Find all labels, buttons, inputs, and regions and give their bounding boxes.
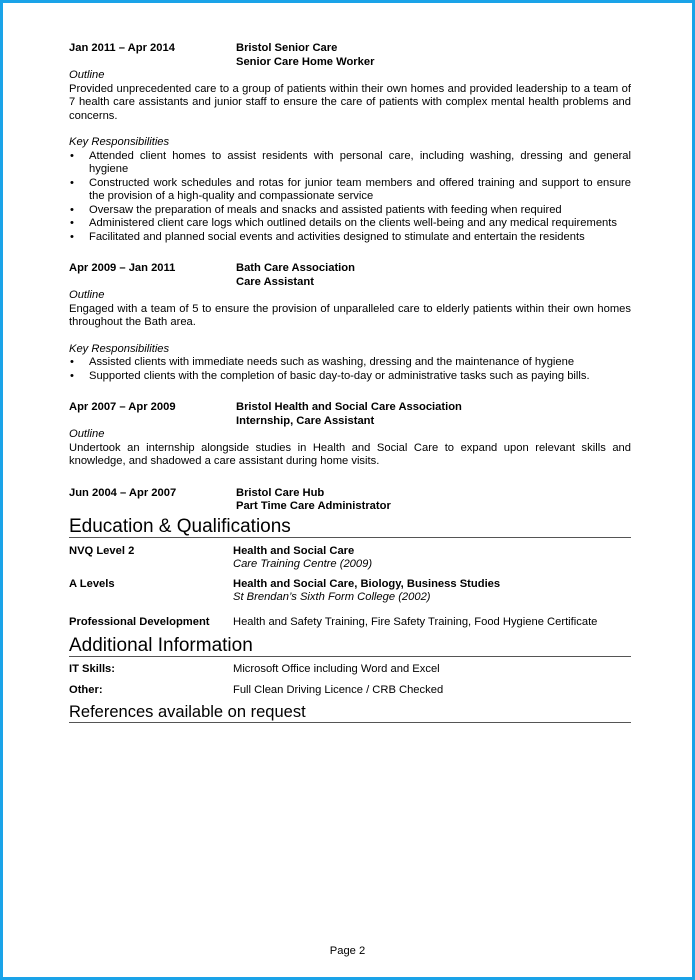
qualification-level: NVQ Level 2: [69, 544, 135, 557]
job-dates: Apr 2007 – Apr 2009: [69, 401, 176, 413]
qualification-detail: [233, 545, 372, 572]
job-header: [69, 487, 631, 514]
job-employer-title: [236, 262, 355, 289]
education-row: [69, 578, 631, 605]
info-value: Full Clean Driving Licence / CRB Checked: [233, 683, 444, 696]
education-row: [69, 616, 631, 630]
qualification-level: Professional Development: [69, 615, 210, 628]
additional-info-heading: Additional Information: [69, 635, 631, 657]
job-header: [69, 262, 631, 289]
info-label: IT Skills:: [69, 663, 116, 675]
info-row: [69, 684, 631, 698]
job-outline: Provided unprecedented care to a group of patients within their own homes and provided leadership to a team of 7 health care assistants and junior staff to ensure the care of patients with complex mental health problems and concerns.: [69, 82, 631, 122]
outline-label: Outline: [69, 69, 105, 81]
info-value: Microsoft Office including Word and Excel: [233, 663, 440, 675]
qualification-subject: Health and Social Care, Biology, Business Studies: [233, 577, 501, 590]
responsibilities-label: Key Responsibilities: [69, 342, 170, 355]
qualification-detail: [233, 578, 500, 605]
references-heading: References available on request: [69, 703, 631, 723]
education-row: [69, 545, 631, 572]
job-employer-title: [236, 487, 391, 514]
job-title: Internship, Care Assistant: [236, 414, 375, 427]
responsibilities-list: [69, 150, 631, 245]
list-item: • Supported clients with the completion of basic day-to-day or administrative tasks such as paying bills.: [69, 370, 631, 384]
job-header: [69, 42, 631, 69]
list-item: • Oversaw the preparation of meals and snacks and assisted patients with feeding when required: [69, 204, 631, 218]
job-employer: Bristol Health and Social Care Association: [236, 401, 462, 413]
job-employer-title: [236, 42, 374, 69]
outline-label: Outline: [69, 289, 105, 301]
page-number: Page 2: [329, 945, 366, 957]
job-dates: Jan 2011 – Apr 2014: [69, 42, 175, 54]
info-row: [69, 663, 631, 677]
job-outline: Undertook an internship alongside studies in Health and Social Care to expand upon relevant skills and knowledge, and shadowed a care assistant during home visits.: [69, 441, 631, 467]
education-heading: Education & Qualifications: [69, 516, 631, 538]
job-title: Senior Care Home Worker: [236, 55, 375, 68]
resume-content: [69, 42, 631, 723]
job-entry: [69, 401, 631, 469]
job-outline: Engaged with a team of 5 to ensure the provision of unparalleled care to elderly patients within their own homes throughout the Bath area.: [69, 302, 631, 328]
list-item: • Administered client care logs which outlined details on the clients well-being and any medical requirements: [69, 217, 631, 231]
job-dates: Apr 2009 – Jan 2011: [69, 262, 176, 274]
list-item: • Assisted clients with immediate needs such as washing, dressing and the maintenance of hygiene: [69, 356, 631, 370]
qualification-level: A Levels: [69, 577, 115, 590]
list-item: • Constructed work schedules and rotas for junior team members and offered training and support to ensure the provision of a high-quality and compassionate service: [69, 177, 631, 204]
list-item: • Attended client homes to assist residents with personal care, including washing, dressing and general hygiene: [69, 150, 631, 177]
job-entry: [69, 487, 631, 514]
job-entry: [69, 262, 631, 383]
job-employer: Bristol Senior Care: [236, 42, 338, 54]
job-title: Part Time Care Administrator: [236, 500, 391, 512]
job-header: [69, 401, 631, 428]
qualification-subject: Health and Social Care: [233, 544, 355, 557]
info-label: Other:: [69, 683, 103, 696]
job-dates: Jun 2004 – Apr 2007: [69, 486, 177, 499]
job-entry: [69, 42, 631, 244]
responsibilities-label: Key Responsibilities: [69, 136, 170, 148]
outline-label: Outline: [69, 428, 105, 440]
job-employer-title: [236, 401, 462, 428]
list-item: • Facilitated and planned social events and activities designed to stimulate and entertain the residents: [69, 231, 631, 245]
job-employer: Bristol Care Hub: [236, 486, 325, 499]
qualification-institution: St Brendan’s Sixth Form College (2002): [233, 591, 431, 603]
responsibilities-list: [69, 356, 631, 383]
job-employer: Bath Care Association: [236, 262, 355, 274]
job-title: Care Assistant: [236, 275, 314, 288]
qualification-subject: Health and Safety Training, Fire Safety Training, Food Hygiene Certificate: [233, 615, 598, 628]
qualification-institution: Care Training Centre (2009): [233, 558, 373, 570]
